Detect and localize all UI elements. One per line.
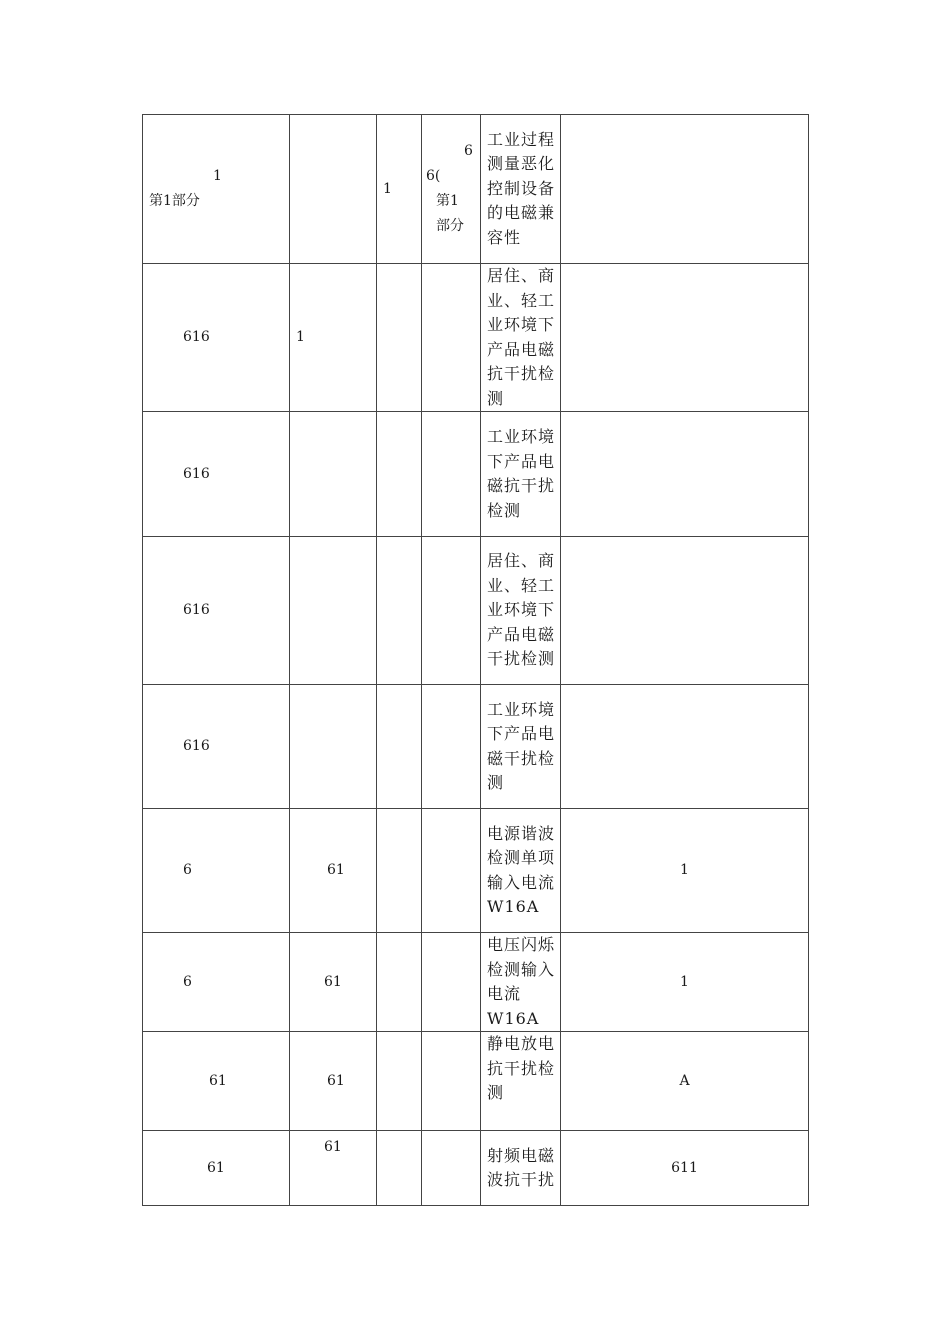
cell-text: 射频电磁波抗干扰: [487, 1145, 556, 1189]
cell-text: 1: [383, 180, 392, 197]
cell-text: 工业环境下产品电磁抗干扰检测: [487, 427, 556, 520]
cell-col6: [561, 264, 809, 412]
cell-col2: [290, 115, 377, 264]
cell-col3: [377, 537, 422, 685]
cell-text: 静电放电抗干扰检测: [487, 1034, 556, 1102]
cell-standard-number: [143, 115, 290, 264]
cell-col3: [377, 412, 422, 537]
cell-text: 工业过程测量恶化控制设备的电磁兼容性: [487, 129, 556, 247]
cell-col4: [422, 537, 481, 685]
cell-test-name: [481, 1131, 561, 1206]
cell-text: 第1部分: [149, 193, 200, 209]
cell-col2: [290, 1032, 377, 1131]
cell-standard-number: [143, 809, 290, 933]
cell-text: 616: [183, 465, 210, 482]
table-row: [143, 685, 809, 809]
cell-test-name: [481, 685, 561, 809]
cell-text: 电源谐波检测单项输入电流W16A: [487, 823, 556, 916]
cell-test-name: [481, 537, 561, 685]
cell-text: 居住、商业、轻工业环境下产品电磁抗干扰检测: [487, 266, 556, 408]
cell-col4: [422, 1131, 481, 1206]
cell-col3: [377, 264, 422, 412]
cell-text: 居住、商业、轻工业环境下产品电磁干扰检测: [487, 551, 556, 669]
cell-text: 1: [296, 329, 305, 345]
cell-col6: [561, 685, 809, 809]
cell-text: 1: [680, 862, 689, 878]
cell-text: 61: [209, 1072, 227, 1089]
cell-standard-number: [143, 412, 290, 537]
cell-test-name: [481, 809, 561, 933]
table-row: [143, 115, 809, 264]
cell-test-name: [481, 933, 561, 1032]
cell-col6: [561, 537, 809, 685]
cell-text: 61: [327, 862, 345, 878]
cell-col3: [377, 809, 422, 933]
cell-standard-number: [143, 1131, 290, 1206]
cell-col3: [377, 1131, 422, 1206]
cell-text: 1: [213, 168, 222, 184]
cell-col6: [561, 412, 809, 537]
cell-text: 部分: [436, 218, 464, 234]
cell-text: 6: [183, 862, 192, 878]
cell-col6: [561, 1032, 809, 1131]
cell-col3: [377, 1032, 422, 1131]
cell-col6: [561, 1131, 809, 1206]
cell-text: 611: [671, 1159, 698, 1176]
cell-col2: [290, 809, 377, 933]
cell-standard-number: [143, 537, 290, 685]
cell-test-name: [481, 1032, 561, 1131]
cell-text: 616: [183, 738, 210, 754]
cell-col2: [290, 537, 377, 685]
cell-text: 616: [183, 329, 210, 345]
cell-col4: [422, 933, 481, 1032]
cell-standard-number: [143, 685, 290, 809]
cell-test-name: [481, 115, 561, 264]
cell-text: 1: [680, 973, 689, 990]
cell-text: 61: [324, 1139, 342, 1155]
cell-standard-number: [143, 264, 290, 412]
standards-table: [142, 114, 809, 1206]
cell-col3: [377, 933, 422, 1032]
cell-standard-number: [143, 1032, 290, 1131]
cell-text: 6: [183, 973, 192, 990]
table-row: [143, 1032, 809, 1131]
cell-col4: [422, 1032, 481, 1131]
cell-col2: [290, 1131, 377, 1206]
table-row: [143, 264, 809, 412]
cell-col2: [290, 933, 377, 1032]
cell-col4: [422, 264, 481, 412]
table-row: [143, 809, 809, 933]
cell-test-name: [481, 264, 561, 412]
cell-col3: [377, 685, 422, 809]
cell-text: 第1: [436, 193, 459, 209]
cell-text: 电压闪烁检测输入电流W16A: [487, 935, 556, 1028]
cell-col2: [290, 685, 377, 809]
cell-col2: [290, 264, 377, 412]
cell-col4: [422, 685, 481, 809]
cell-standard-number: [143, 933, 290, 1032]
cell-text: 61: [324, 973, 342, 990]
cell-text: 6: [464, 143, 473, 159]
cell-col4: [422, 809, 481, 933]
table-row: [143, 412, 809, 537]
cell-col4: [422, 115, 481, 264]
cell-text: 6(: [426, 168, 441, 184]
table-row: [143, 537, 809, 685]
cell-col6: [561, 933, 809, 1032]
cell-text: 616: [183, 602, 210, 618]
cell-col2: [290, 412, 377, 537]
cell-text: A: [679, 1072, 690, 1089]
cell-col4: [422, 412, 481, 537]
table-row: [143, 933, 809, 1032]
cell-text: 工业环境下产品电磁干扰检测: [487, 699, 556, 792]
cell-col6: [561, 809, 809, 933]
cell-col3: [377, 115, 422, 264]
cell-test-name: [481, 412, 561, 537]
cell-col6: [561, 115, 809, 264]
cell-text: 61: [207, 1159, 225, 1176]
cell-text: 61: [327, 1072, 345, 1089]
table-row: [143, 1131, 809, 1206]
